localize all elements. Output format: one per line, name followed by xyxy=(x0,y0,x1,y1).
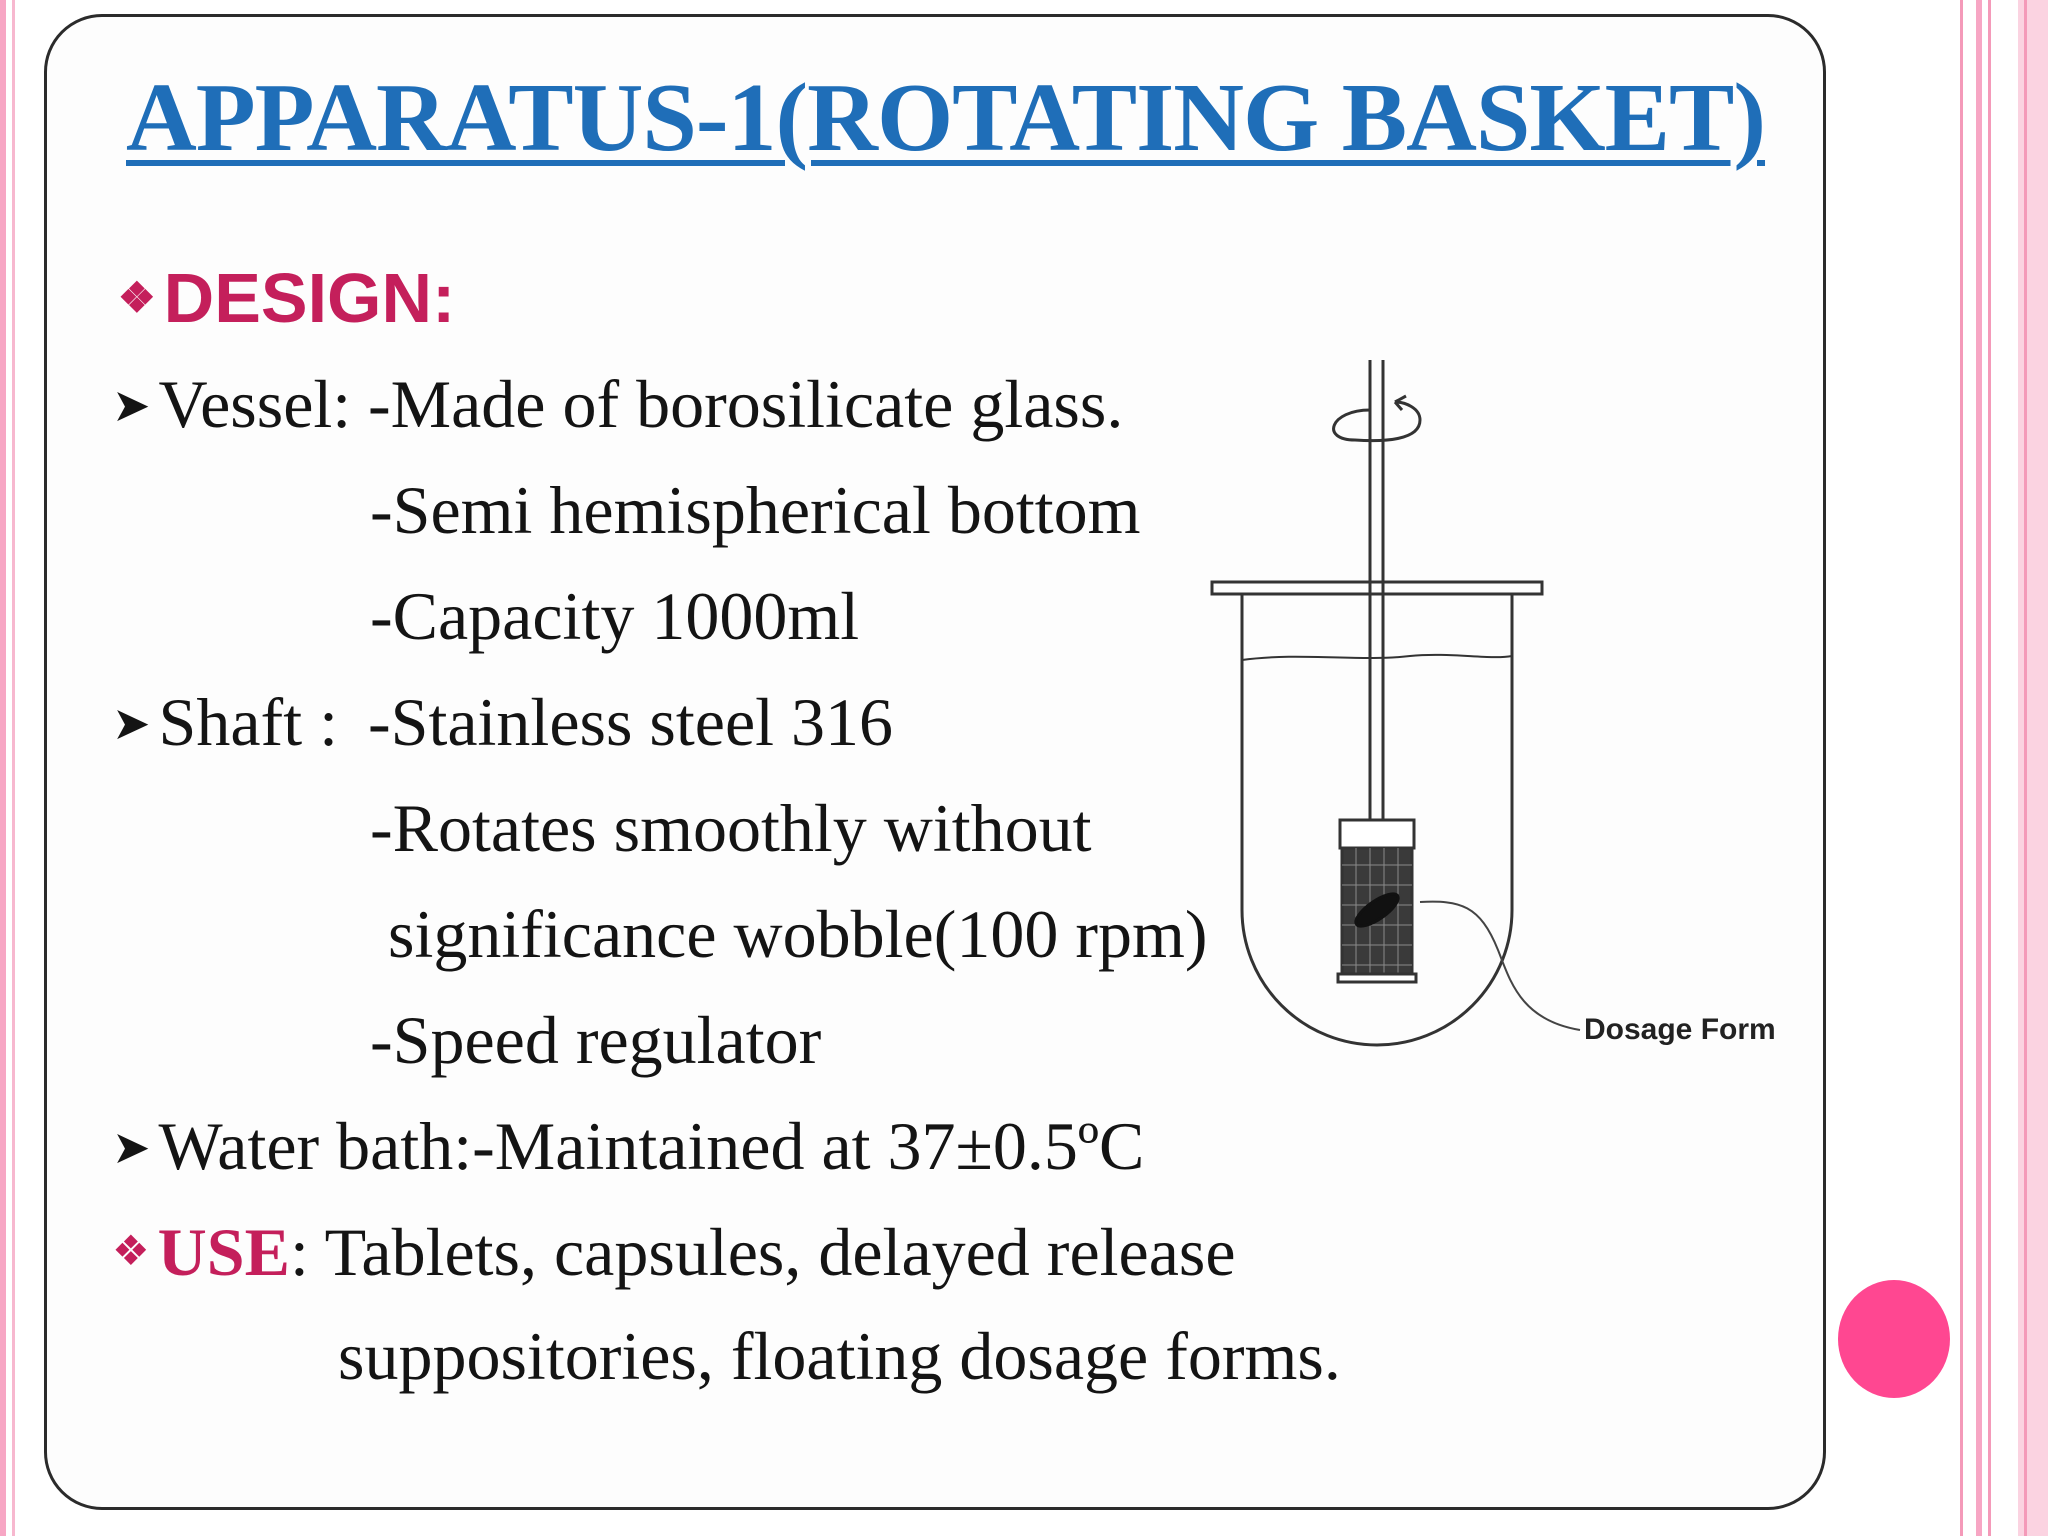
arrow-bullet-icon: ➤ xyxy=(112,696,151,750)
vessel-label: Vessel: xyxy=(158,366,352,442)
shaft-label: Shaft : xyxy=(158,684,338,760)
shaft-row xyxy=(112,684,338,760)
decorative-dot xyxy=(1838,1280,1950,1398)
rotating-basket-diagram xyxy=(1180,350,1780,1130)
use-label: USE xyxy=(157,1214,290,1290)
water-bath-text: -Maintained at 37±0.5ºC xyxy=(472,1108,1145,1184)
vessel-item: -Capacity 1000ml xyxy=(370,578,860,654)
frame-line-right-a xyxy=(1960,0,1963,1536)
frame-line-right-b xyxy=(1976,0,1982,1536)
slide-title: APPARATUS-1(ROTATING BASKET) xyxy=(126,64,1766,172)
design-heading-text: DESIGN: xyxy=(163,259,456,337)
vessel-flange xyxy=(1212,582,1542,594)
vessel-item: -Made of borosilicate glass. xyxy=(368,366,1124,442)
design-heading xyxy=(118,258,455,338)
liquid-level xyxy=(1242,655,1512,660)
water-bath-row xyxy=(112,1108,1145,1184)
frame-line-left-inner xyxy=(12,0,15,1536)
frame-line-right-e xyxy=(2024,0,2027,1536)
arrow-bullet-icon: ➤ xyxy=(112,378,151,432)
water-bath-label: Water bath: xyxy=(158,1108,473,1184)
shaft-item: significance wobble(100 rpm) xyxy=(388,896,1208,972)
frame-line-right-c xyxy=(1988,0,1991,1536)
frame-line-right-d xyxy=(2018,0,2048,1536)
frame-line-left xyxy=(0,0,6,1536)
basket xyxy=(1338,820,1416,982)
vessel-row xyxy=(112,366,352,442)
vessel-item: -Semi hemispherical bottom xyxy=(370,472,1141,548)
shaft-item: -Rotates smoothly without xyxy=(370,790,1092,866)
shaft-item: -Speed regulator xyxy=(370,1002,822,1078)
diamond-bullet-icon: ❖ xyxy=(118,274,156,321)
use-row xyxy=(112,1214,1236,1290)
dosage-form-label: Dosage Form xyxy=(1584,1013,1776,1046)
diamond-bullet-icon: ❖ xyxy=(112,1229,150,1275)
use-text-line1: : Tablets, capsules, delayed release xyxy=(289,1214,1236,1290)
shaft-item: -Stainless steel 316 xyxy=(368,684,894,760)
rotation-arrow-icon xyxy=(1334,402,1420,441)
use-text-line2: suppositories, floating dosage forms. xyxy=(338,1318,1341,1394)
arrow-bullet-icon: ➤ xyxy=(112,1120,151,1174)
